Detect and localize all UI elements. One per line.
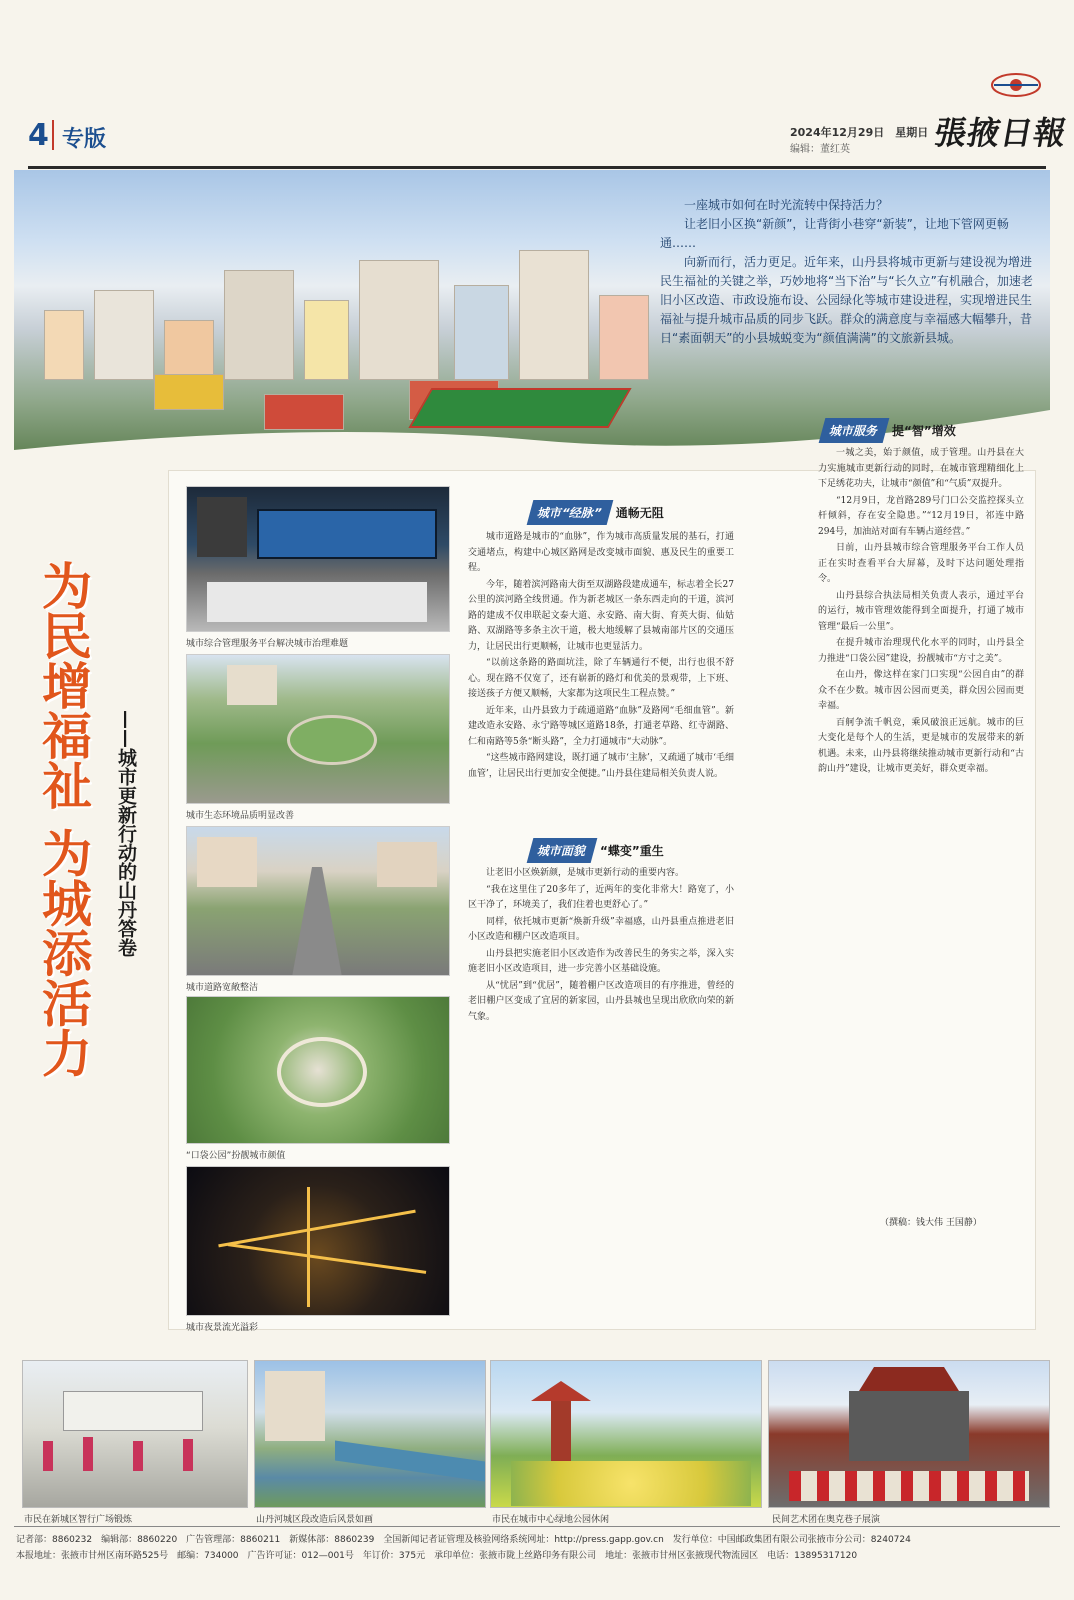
editor-credit: 编辑：董红英 [790, 144, 850, 155]
masthead: 張掖日報 [931, 114, 1071, 152]
article-column [468, 866, 734, 1316]
intro-text [660, 196, 1040, 348]
article-paragraph: 城市道路是城市的“血脉”，作为城市高质量发展的基石，打通交通堵点，构建中心城区路网是改变城市面貌、惠及民生的重要工程。 [468, 532, 734, 573]
footer-rule [14, 1526, 1060, 1527]
photo-folk-art [768, 1360, 1050, 1508]
photo-city-road [186, 826, 450, 976]
photo-caption: 城市生态环境品质明显改善 [186, 811, 295, 821]
issue-date: 2024年12月29日 星期日 [790, 126, 929, 139]
header-rule [28, 166, 1046, 169]
footer-address-line: 本报地址：张掖市甘州区南环路525号 邮编：734000 广告许可证：012—001号 年订价：375元 承印单位：张掖市陇上丝路印务有限公司 地址：张掖市甘州区张掖现代物流园区 电话：13895317120 [16, 1551, 858, 1561]
photo-control-center [186, 486, 450, 632]
article-paragraph: 在提升城市治理现代化水平的同时，山丹县全力推进“口袋公园”建设，扮靓城市“方寸之美”。 [818, 638, 1024, 664]
article-paragraph: 同样，依托城市更新“焕新升级”幸福感，山丹县重点推进老旧小区改造和棚户区改造项目。 [468, 916, 734, 942]
header-divider [52, 120, 54, 150]
photo-caption: 城市综合管理服务平台解决城市治理难题 [186, 639, 349, 649]
intro-paragraph: 一座城市如何在时光流转中保持活力？ [684, 198, 889, 212]
section-tag: 城市“经脉” [527, 500, 613, 525]
section-heading-text: “蝶变”重生 [600, 844, 664, 858]
photo-river-scenery [254, 1360, 486, 1508]
article-paragraph: “这些城市路网建设，既打通了城市‘主脉’，又疏通了城市‘毛细血管’，让居民出行更加安全便捷。”山丹县住建局相关负责人说。 [468, 753, 734, 779]
article-paragraph: 近年来，山丹县致力于疏通道路“血脉”及路网“毛细血管”。新建改造永安路、永宁路等城区道路18条，打通老草路、红寺湖路、仁和南路等5条“断头路”，全力打通城市“大动脉”。 [468, 705, 734, 747]
article-paragraph: “我在这里住了20多年了，近两年的变化非常大！路宽了，小区干净了，环境美了，我们住着也更舒心了。” [468, 884, 734, 910]
section-tag: 城市面貌 [527, 838, 598, 863]
section-heading [822, 418, 956, 440]
section-heading [530, 500, 664, 522]
article-paragraph: 让老旧小区焕新颜，是城市更新行动的重要内容。 [486, 868, 685, 878]
photo-caption: 城市夜景流光溢彩 [186, 1323, 259, 1333]
photo-pocket-park [186, 996, 450, 1144]
intro-paragraph: 让老旧小区换“新颜”，让背街小巷穿“新装”，让地下管网更畅通…… [660, 217, 1009, 250]
article-paragraph: 百舸争流千帆竞，乘风破浪正远航。城市的巨大变化是每个人的生活，更是城市的发展带来的新机遇。未来，山丹县将继续推动城市更新行动和“古韵山丹”建设，让城市更美好，群众更幸福。 [818, 717, 1024, 774]
headline: 为民增福祉 为城添活力 [34, 560, 92, 1078]
photo-night-view [186, 1166, 450, 1316]
subheadline: ——城市更新行动的山丹答卷 [115, 710, 137, 957]
byline: （撰稿：钱大伟 王国静） [880, 1218, 982, 1228]
photo-caption: 市民在新城区智行广场锻炼 [24, 1515, 133, 1525]
photo-caption: 市民在城市中心绿地公园休闲 [492, 1515, 610, 1525]
article-paragraph: “以前这条路的路面坑洼，除了车辆通行不便，出行也很不舒心。现在路不仅宽了，还有崭新的路灯和优美的景观带，上下班、接送孩子方便又顺畅，大家都为这项民生工程点赞。” [468, 658, 734, 699]
article-paragraph: 日前，山丹县城市综合管理服务平台工作人员正在实时查看平台大屏幕，及时下达问题处理指令。 [818, 543, 1024, 584]
section-name: 专版 [62, 127, 107, 152]
article-paragraph: 一城之美，始于颜值，成于管理。山丹县在大力实施城市更新行动的同时，在城市管理精细化上下足绣花功夫，让城市“颜值”和“气质”双提升。 [818, 448, 1024, 489]
article-paragraph: 山丹县综合执法局相关负责人表示，通过平台的运行，城市管理效能得到全面提升，打通了城市管理“最后一公里”。 [818, 590, 1024, 632]
article-paragraph: “12月9日，龙首路289号门口公交监控探头立杆倾斜，存在安全隐患。”“12月19日，祁连中路294号，加油站对面有车辆占道经营。” [818, 495, 1024, 537]
article-column [818, 446, 1024, 1206]
photo-ecology-park [186, 654, 450, 804]
newspaper-logo-icon [990, 70, 1042, 100]
photo-square-exercise [22, 1360, 248, 1508]
section-heading-text: 通畅无阻 [615, 506, 664, 520]
article-paragraph: 在山丹，像这样在家门口实现“公园自由”的群众不在少数。城市因公园而更美，群众因公园而更幸福。 [818, 670, 1024, 711]
section-tag: 城市服务 [819, 418, 890, 443]
article-paragraph: 今年，随着滨河路南大街至双湖路段建成通车，标志着全长27公里的滨河路全线贯通。作为新老城区一条东西走向的干道，滨河路的建成不仅串联起文泰大道、永安路、南大街、育英大街、仙姑路、双湖路等多条主次干道，极大地缓解了县城南部片区的交通压力，让居民出行更顺畅，让城市也更显活力。 [468, 579, 734, 652]
photo-caption: 山丹河城区段改造后风景如画 [256, 1515, 374, 1525]
article-paragraph: 从“忧居”到“优居”，随着棚户区改造项目的有序推进，曾经的老旧棚户区变成了宜居的新家园，山丹县城也呈现出欣欣向荣的新气象。 [468, 980, 734, 1022]
section-heading [530, 838, 664, 860]
article-paragraph: 山丹县把实施老旧小区改造作为改善民生的务实之举，深入实施老旧小区改造项目，进一步完善小区基础设施。 [468, 948, 734, 974]
photo-caption: “口袋公园”扮靓城市颜值 [186, 1151, 286, 1161]
page-number: 4 [28, 118, 49, 153]
photo-caption: 城市道路宽敞整洁 [186, 983, 259, 993]
photo-caption: 民间艺术团在奥克巷子展演 [772, 1515, 881, 1525]
footer-contact-line: 记者部：8860232 编辑部：8860220 广告管理部：8860211 新媒体部：8860239 全国新闻记者证管理及核验网络系统网址：http://press.gapp.gov.cn 发行单位：中国邮政集团有限公司张掖市分公司：8240724 [16, 1535, 911, 1545]
intro-paragraph: 向新而行，活力更足。近年来，山丹县将城市更新与建设视为增进民生福祉的关键之举，巧妙地将“当下治”与“长久立”有机融合，加速老旧小区改造、市政设施布设、公园绿化等城市建设进程，实现增进民生福祉与提升城市品质的同步飞跃。群众的满意度与幸福感大幅攀升，昔日“素面朝天”的小县城蜕变为“颜值满满”的文旅新县城。 [660, 255, 1033, 345]
photo-green-park [490, 1360, 762, 1508]
section-heading-text: 提“智”增效 [892, 424, 956, 438]
article-column [468, 530, 734, 830]
